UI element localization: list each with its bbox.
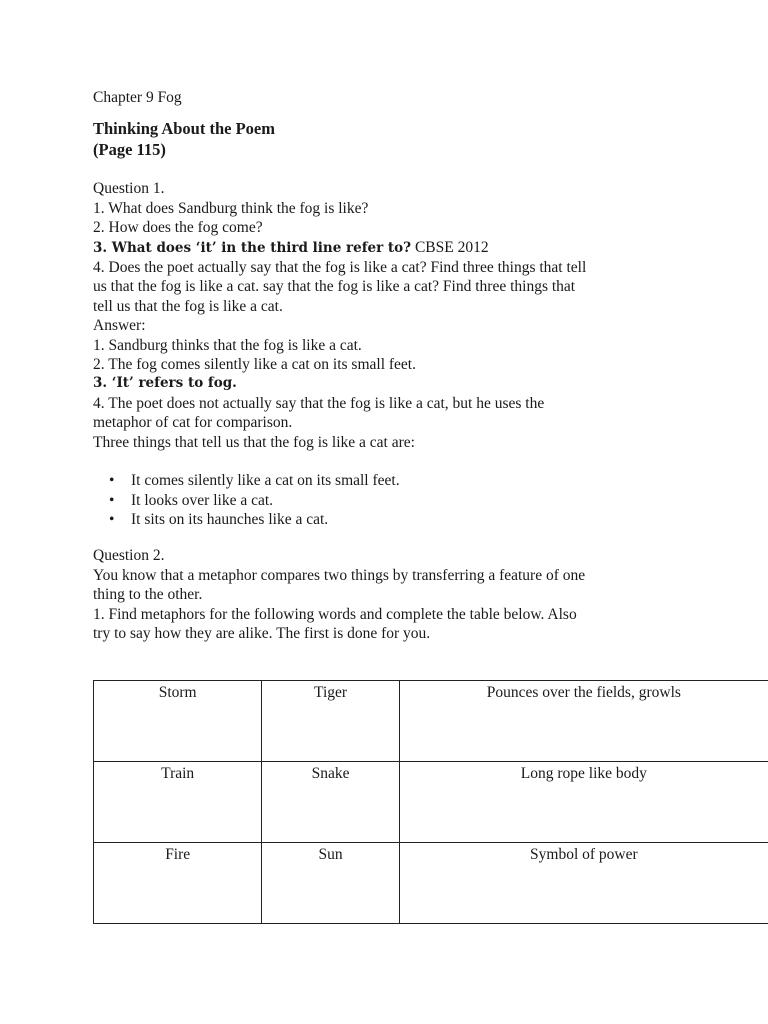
table-row <box>94 681 768 762</box>
answer-item-2: 2. The fog comes silently like a cat on its small feet. <box>93 356 416 374</box>
answer-item-4-line-3: Three things that tell us that the fog is like a cat are: <box>93 433 415 451</box>
question-1-item-1: 1. What does Sandburg think the fog is like? <box>93 199 369 217</box>
heading-line-2: (Page 115) <box>93 139 166 159</box>
answer-item-4-line-2: metaphor of cat for comparison. <box>93 414 293 432</box>
question-1-block <box>93 179 768 316</box>
question-2-line-3: 1. Find metaphors for the following words and complete the table below. Also <box>93 605 577 623</box>
list-item <box>93 491 768 510</box>
question-2-line-2: thing to the other. <box>93 586 203 604</box>
document-page <box>93 88 768 643</box>
question-1-item-3 <box>93 238 768 258</box>
chapter-title: Chapter 9 Fog <box>93 89 182 106</box>
table-cell-metaphor: Tiger <box>262 681 399 762</box>
list-item <box>93 471 768 490</box>
list-item <box>93 510 768 529</box>
question-2-label: Question 2. <box>93 547 165 565</box>
list-item-text: It sits on its haunches like a cat. <box>131 510 329 528</box>
question-1-item-4-line-2: us that the fog is like a cat. say that the fog is like a cat? Find three things that <box>93 278 576 296</box>
question-1-label: Question 1. <box>93 180 165 198</box>
metaphor-table <box>93 680 768 924</box>
answer-item-3: 3. ‘It’ refers to fog. <box>93 375 237 392</box>
table-cell-word: Fire <box>94 843 262 924</box>
answer-block <box>93 316 768 529</box>
bullet-icon: • <box>109 510 115 528</box>
table-cell-metaphor: Snake <box>262 762 399 843</box>
table-cell-word: Train <box>94 762 262 843</box>
table-cell-likeness: Symbol of power <box>399 843 768 924</box>
question-2-line-1: You know that a metaphor compares two things by transferring a feature of one <box>93 566 586 584</box>
bullet-icon: • <box>109 491 115 509</box>
question-1-item-2: 2. How does the fog come? <box>93 219 263 237</box>
question-1-item-4-line-3: tell us that the fog is like a cat. <box>93 297 283 315</box>
table-cell-word: Storm <box>94 681 262 762</box>
question-2-line-4: try to say how they are alike. The first is done for you. <box>93 624 431 642</box>
bullet-list <box>93 471 768 529</box>
question-1-item-3-text: 3. What does ‘it’ in the third line refer to? <box>93 239 412 256</box>
table-row <box>94 762 768 843</box>
answer-item-4-line-1: 4. The poet does not actually say that the fog is like a cat, but he uses the <box>93 394 545 412</box>
list-item-text: It looks over like a cat. <box>131 491 274 509</box>
cbse-tag: CBSE 2012 <box>411 238 489 256</box>
bullet-icon: • <box>109 472 115 490</box>
answer-item-1: 1. Sandburg thinks that the fog is like a cat. <box>93 336 362 354</box>
list-item-text: It comes silently like a cat on its small feet. <box>131 472 400 490</box>
table-cell-likeness: Pounces over the fields, growls <box>399 681 768 762</box>
section-heading <box>93 119 768 160</box>
answer-label: Answer: <box>93 317 146 335</box>
question-1-item-4-line-1: 4. Does the poet actually say that the fog is like a cat? Find three things that tell <box>93 259 587 277</box>
question-2-block <box>93 546 768 643</box>
table-row <box>94 843 768 924</box>
heading-line-1: Thinking About the Poem <box>93 119 275 139</box>
table-cell-metaphor: Sun <box>262 843 399 924</box>
table-cell-likeness: Long rope like body <box>399 762 768 843</box>
